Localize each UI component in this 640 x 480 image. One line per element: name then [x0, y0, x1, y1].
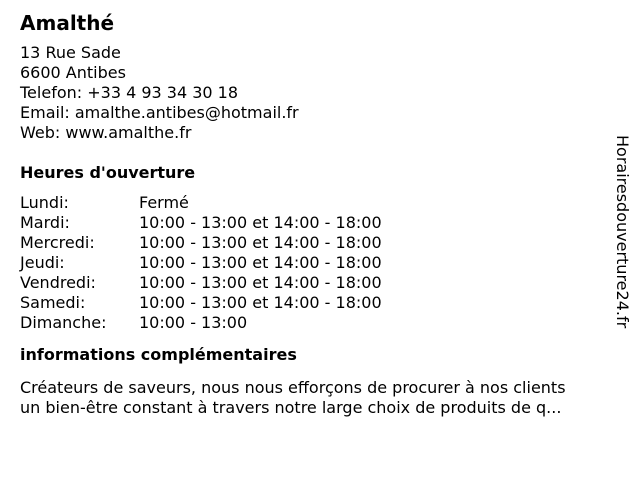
- hours-table: [20, 193, 382, 333]
- day-label: Jeudi:: [20, 253, 65, 272]
- info-line: Créateurs de saveurs, nous nous efforçons de procurer à nos clients: [20, 378, 566, 397]
- day-label: Mardi:: [20, 213, 70, 232]
- hours-heading: Heures d'ouverture: [20, 163, 196, 182]
- info-heading: informations complémentaires: [20, 345, 297, 364]
- phone-line: Telefon: +33 4 93 34 30 18: [20, 83, 239, 102]
- day-label: Lundi:: [20, 193, 69, 212]
- hours-row: [20, 313, 382, 333]
- address-block: [20, 43, 605, 143]
- day-hours: 10:00 - 13:00 et 14:00 - 18:00: [139, 253, 382, 272]
- address-city: 6600 Antibes: [20, 63, 126, 82]
- hours-row: [20, 233, 382, 253]
- day-hours: 10:00 - 13:00: [139, 313, 248, 332]
- day-hours: Fermé: [139, 193, 189, 212]
- day-label: Dimanche:: [20, 313, 107, 332]
- day-hours: 10:00 - 13:00 et 14:00 - 18:00: [139, 273, 382, 292]
- hours-row: [20, 213, 382, 233]
- day-hours: 10:00 - 13:00 et 14:00 - 18:00: [139, 233, 382, 252]
- address-street: 13 Rue Sade: [20, 43, 121, 62]
- day-label: Samedi:: [20, 293, 86, 312]
- business-name: Amalthé: [20, 11, 115, 35]
- day-hours: 10:00 - 13:00 et 14:00 - 18:00: [139, 213, 382, 232]
- day-label: Mercredi:: [20, 233, 95, 252]
- day-label: Vendredi:: [20, 273, 96, 292]
- info-description: [20, 378, 605, 418]
- email-line: Email: amalthe.antibes@hotmail.fr: [20, 103, 299, 122]
- info-line: un bien-être constant à travers notre large choix de produits de q...: [20, 398, 562, 417]
- business-card: [20, 10, 605, 418]
- hours-row: [20, 273, 382, 293]
- day-hours: 10:00 - 13:00 et 14:00 - 18:00: [139, 293, 382, 312]
- hours-row: [20, 253, 382, 273]
- web-line: Web: www.amalthe.fr: [20, 123, 192, 142]
- watermark-text: Horairesdouverture24.fr: [613, 135, 632, 329]
- hours-row: [20, 293, 382, 313]
- hours-row: [20, 193, 382, 213]
